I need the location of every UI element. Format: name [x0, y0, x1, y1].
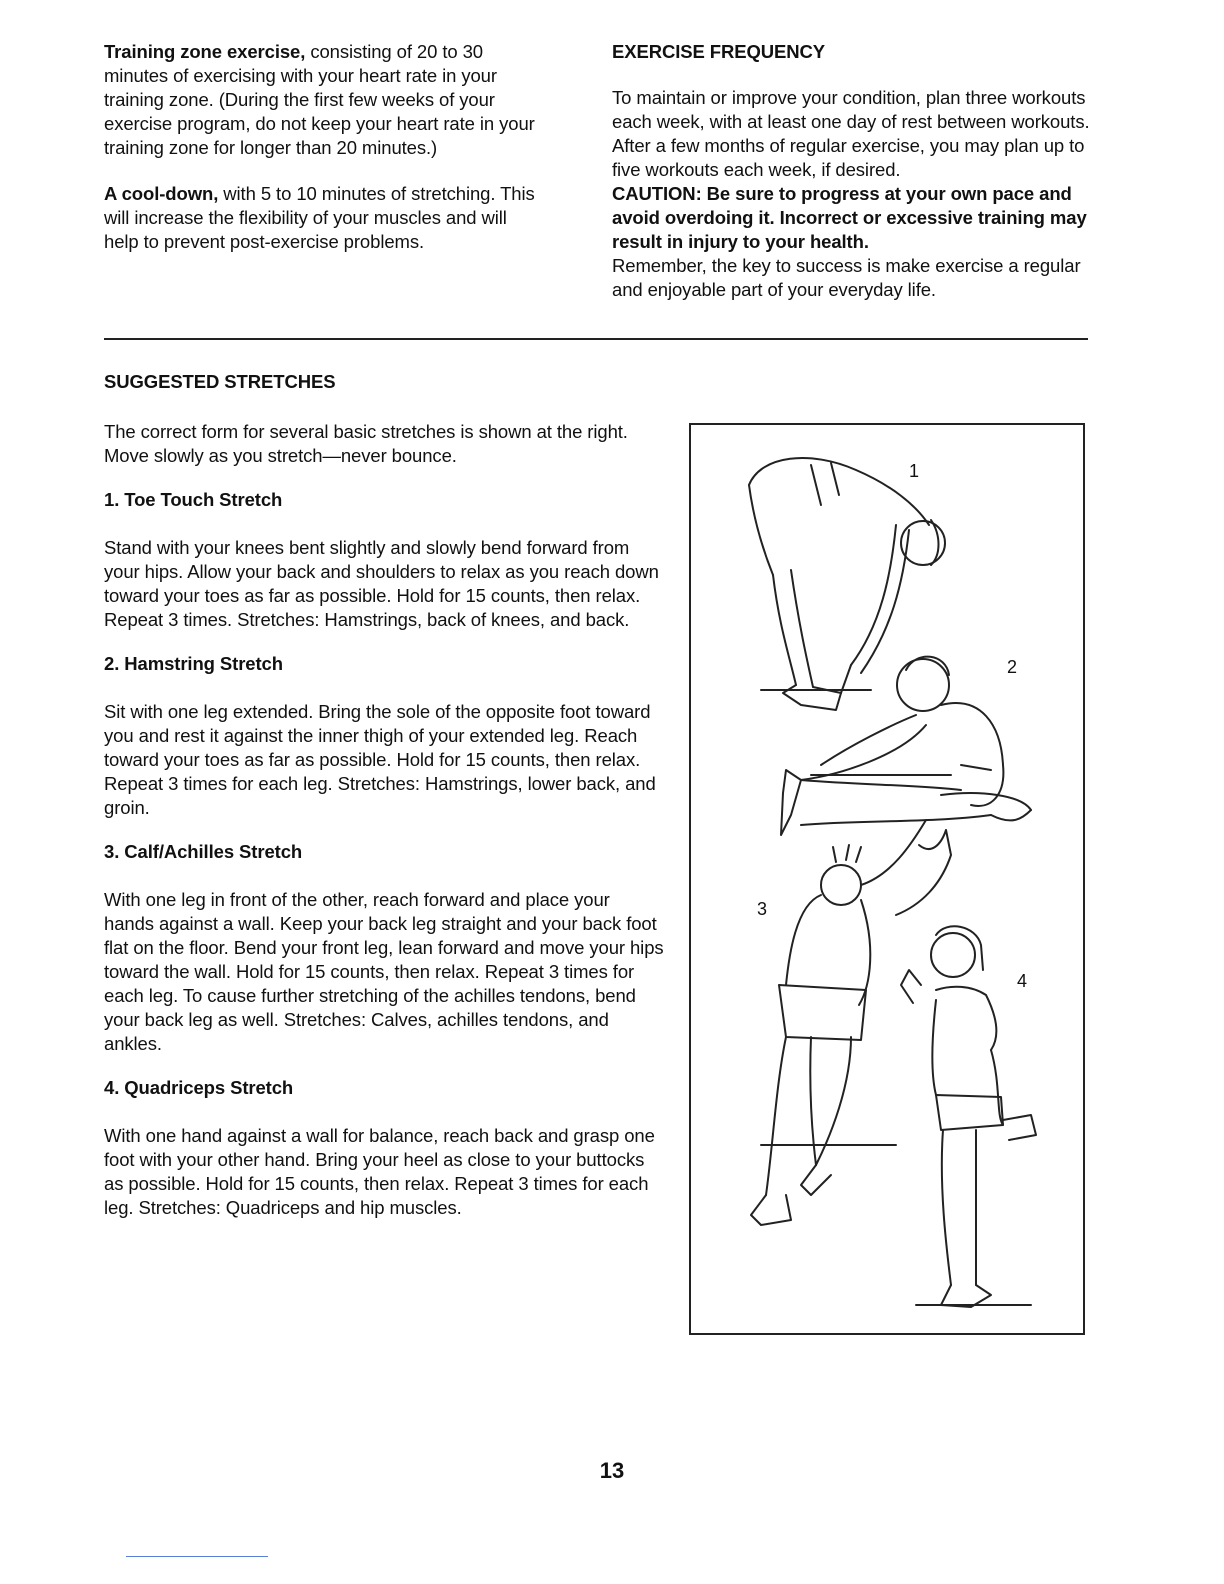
training-zone-label: Training zone exercise,: [104, 41, 306, 62]
quadriceps-title: 4. Quadriceps Stretch: [104, 1077, 294, 1098]
toe-touch-text: Stand with your knees bent slightly and slowly bend forward from your hips. Allow your back and shoulders to relax as you reach down toward your toes as far as possible. Hold for 15 counts, then relax. Repeat 3 times. Stretches: Hamstrings, back of knees, and back.: [104, 537, 659, 630]
page-number: 13: [599, 1458, 625, 1483]
calf-achilles-text: With one leg in front of the other, reach forward and place your hands against a wall. Keep your back leg straight and your back foot flat on the floor. Bend your front leg, lean forward and move your hips toward the wall. Hold for 15 counts, then relax. Repeat 3 times for each leg. To cause further stretching of the achilles tendons, bend your back leg as well. Stretches: Calves, achilles tendons, and ankles.: [104, 889, 664, 1054]
training-zone-text: consisting of 20 to 30 minutes of exercising with your heart rate in your training zone. (During the first few weeks of your exercise program, do not keep your heart rate in your training zone for longer than 20 minutes.): [104, 41, 535, 158]
exercise-frequency-heading: EXERCISE FREQUENCY: [612, 41, 826, 62]
cool-down-text: with 5 to 10 minutes of stretching. This will increase the flexibility of your muscles and will help to prevent post-exercise problems.: [104, 183, 535, 252]
bottom-rule: [126, 1556, 268, 1557]
top-left-column: [104, 40, 544, 254]
exercise-frequency-text: To maintain or improve your condition, plan three workouts each week, with at least one day of rest between workouts. After a few months of regular exercise, you may plan up to five workouts each week, if desired.: [612, 87, 1090, 180]
figure-label-3: 3: [757, 899, 768, 919]
training-zone-paragraph: [104, 40, 544, 160]
toe-touch-title: 1. Toe Touch Stretch: [104, 489, 283, 510]
calf-achilles-figure: [751, 820, 951, 1225]
stretches-intro: The correct form for several basic stretches is shown at the right. Move slowly as you stretch—never bounce.: [104, 421, 628, 466]
cool-down-paragraph: [104, 182, 544, 254]
section-divider: [104, 338, 1088, 340]
exercise-frequency-closing: Remember, the key to success is make exercise a regular and enjoyable part of your everyday life.: [612, 255, 1081, 300]
stretch-illustrations: [689, 423, 1085, 1335]
hamstring-text: Sit with one leg extended. Bring the sole of the opposite foot toward you and rest it against the inner thigh of your extended leg. Reach toward your toes as far as possible. Hold for 15 counts, then relax. Repeat 3 times for each leg. Stretches: Hamstrings, lower back, and groin.: [104, 701, 656, 818]
caution-text: CAUTION: Be sure to progress at your own pace and avoid overdoing it. Incorrect or excessive training may result in injury to your health.: [612, 183, 1087, 252]
exercise-frequency-section: [612, 40, 1094, 302]
hamstring-title: 2. Hamstring Stretch: [104, 653, 283, 674]
figure-label-2: 2: [1007, 657, 1018, 677]
stretches-heading: SUGGESTED STRETCHES: [104, 371, 336, 392]
hamstring-figure: [781, 657, 1031, 835]
toe-touch-figure: [749, 458, 945, 710]
quadriceps-figure: [901, 926, 1036, 1307]
figure-label-1: 1: [909, 461, 920, 481]
quadriceps-text: With one hand against a wall for balance, reach back and grasp one foot with your other hand. Bring your heel as close to your buttocks as possible. Hold for 15 counts, then relax. Repeat 3 times for each leg. Stretches: Quadriceps and hip muscles.: [104, 1125, 655, 1218]
calf-achilles-title: 3. Calf/Achilles Stretch: [104, 841, 303, 862]
suggested-stretches-section: [104, 370, 664, 1220]
figure-label-4: 4: [1017, 971, 1028, 991]
cool-down-label: A cool-down,: [104, 183, 219, 204]
